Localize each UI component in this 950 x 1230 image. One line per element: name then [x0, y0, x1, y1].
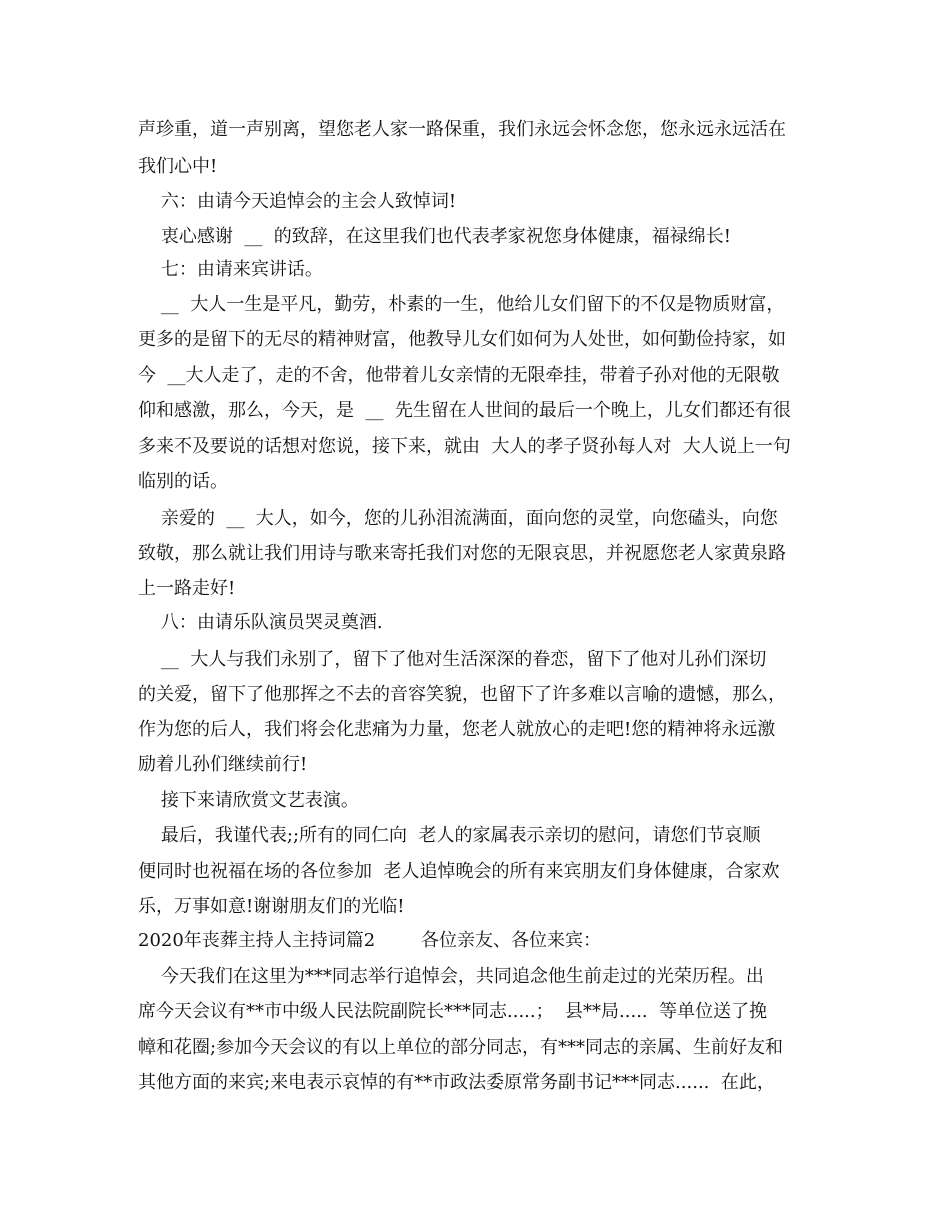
text-line: 的关爱，留下了他那挥之不去的音容笑貌，也留下了许多难以言喻的遗憾，那么，: [138, 684, 786, 705]
text-line: 今 __大人走了，走的不舍，他带着儿女亲情的无限牵挂，带着子孙对他的无限敬: [138, 365, 780, 386]
text-line: 励着儿孙们继续前行!: [138, 754, 308, 775]
text-line: 亲爱的 __ 大人，如今，您的儿孙泪流满面，面向您的灵堂，向您磕头，向您: [138, 508, 778, 529]
text-line: 衷心感谢 __ 的致辞，在这里我们也代表孝家祝您身体健康，福禄绵长!: [138, 226, 732, 247]
text-line: 便同时也祝福在场的各位参加 老人追悼晚会的所有来宾朋友们身体健康，合家欢: [138, 861, 780, 882]
text-line: 席今天会议有**市中级人民法院副院长***同志.....； 县**局..... 等单位送了挽: [138, 1001, 768, 1022]
text-line: 临别的话。: [138, 471, 228, 492]
text-line: 最后，我谨代表;;所有的同仁向 老人的家属表示亲切的慰问，请您们节哀顺: [138, 825, 761, 846]
text-line: __ 大人与我们永别了，留下了他对生活深深的眷恋，留下了他对儿孙们深切: [138, 649, 767, 670]
text-line: 我们心中!: [138, 156, 218, 177]
text-line: 更多的是留下的无尽的精神财富，他教导儿女们如何为人处世，如何勤俭持家，如: [138, 329, 786, 350]
text-line: 上一路走好!: [138, 578, 236, 599]
text-line: __ 大人一生是平凡，勤劳，朴素的一生，他给儿女们留下的不仅是物质财富，: [138, 294, 785, 315]
text-line: 七：由请来宾讲话。: [138, 259, 323, 280]
text-line: 八：由请乐队演员哭灵奠酒.: [138, 612, 383, 633]
text-line: 乐，万事如意!谢谢朋友们的光临!: [138, 896, 405, 917]
text-line: 仰和感激，那么，今天，是 __ 先生留在人世间的最后一个晚上，儿女们都还有很: [138, 400, 791, 421]
text-line: 幛和花圈;参加今天会议的有以上单位的部分同志，有***同志的亲属、生前好友和: [138, 1037, 784, 1058]
section-heading: 2020年丧葬主持人主持词篇2 各位亲友、各位来宾：: [138, 930, 602, 951]
text-line: 声珍重，道一声别离，望您老人家一路保重，我们永远会怀念您，您永远永远活在: [138, 119, 786, 140]
text-line: 接下来请欣赏文艺表演。: [138, 790, 359, 811]
text-line: 六：由请今天追悼会的主会人致悼词!: [138, 191, 457, 212]
text-line: 致敬，那么就让我们用诗与歌来寄托我们对您的无限哀思，并祝愿您老人家黄泉路: [138, 543, 786, 564]
text-line: 其他方面的来宾;来电表示哀悼的有**市政法委原常务副书记***同志...... 在此，: [138, 1072, 775, 1093]
text-line: 今天我们在这里为***同志举行追悼会，共同追念他生前走过的光荣历程。出: [138, 966, 764, 987]
text-line: 作为您的后人，我们将会化悲痛为力量，您老人就放心的走吧!您的精神将永远激: [138, 719, 776, 740]
text-line: 多来不及要说的话想对您说，接下来，就由 大人的孝子贤孙每人对 大人说上一句: [138, 436, 791, 457]
